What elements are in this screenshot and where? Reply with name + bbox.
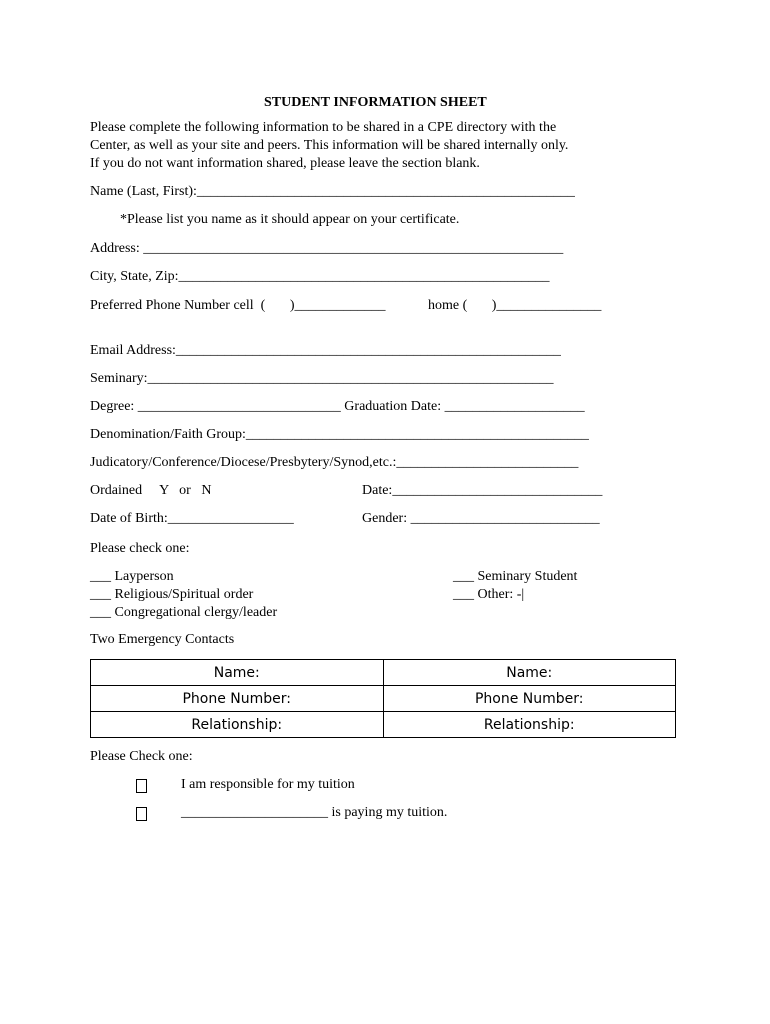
ordained-field[interactable]: Ordained Y or N <box>90 483 212 498</box>
check-one-label: Please check one: <box>90 541 190 556</box>
contact2-name-cell[interactable]: Name: <box>383 660 676 686</box>
table-row <box>91 686 676 712</box>
emergency-contacts-table <box>90 659 676 738</box>
table-row <box>91 660 676 686</box>
date-of-birth-field[interactable]: Date of Birth:__________________ <box>90 511 294 526</box>
tuition-self-checkbox[interactable] <box>136 779 147 793</box>
name-field[interactable]: Name (Last, First):______________________________________________________ <box>90 184 575 199</box>
gender-field[interactable]: Gender: ___________________________ <box>362 511 600 526</box>
contact1-phone-cell[interactable]: Phone Number: <box>91 686 384 712</box>
option-layperson[interactable]: ___ Layperson <box>90 569 174 584</box>
seminary-field[interactable]: Seminary:__________________________________________________________ <box>90 371 554 386</box>
denomination-field[interactable]: Denomination/Faith Group:_________________________________________________ <box>90 427 589 442</box>
option-other[interactable]: ___ Other: -| <box>453 587 525 602</box>
tuition-other-option: _____________________ is paying my tuition. <box>181 805 448 820</box>
page-title: STUDENT INFORMATION SHEET <box>264 95 487 110</box>
table-row <box>91 712 676 738</box>
intro-line-2: Center, as well as your site and peers. This information will be shared internally only. <box>90 138 569 153</box>
cell-phone-field[interactable]: Preferred Phone Number cell ( )_____________ <box>90 298 386 313</box>
emergency-contacts-label: Two Emergency Contacts <box>90 632 235 647</box>
name-note: *Please list you name as it should appear on your certificate. <box>120 212 460 227</box>
home-phone-field[interactable]: home ( )_______________ <box>428 298 602 313</box>
email-field[interactable]: Email Address:_______________________________________________________ <box>90 343 561 358</box>
judicatory-field[interactable]: Judicatory/Conference/Diocese/Presbytery/Synod,etc.:__________________________ <box>90 455 579 470</box>
address-field[interactable]: Address: ____________________________________________________________ <box>90 241 564 256</box>
intro-line-3: If you do not want information shared, please leave the section blank. <box>90 156 480 171</box>
option-congregational-clergy[interactable]: ___ Congregational clergy/leader <box>90 605 278 620</box>
ordained-date-field[interactable]: Date:______________________________ <box>362 483 603 498</box>
contact2-phone-cell[interactable]: Phone Number: <box>383 686 676 712</box>
intro-line-1: Please complete the following information to be shared in a CPE directory with the <box>90 120 557 135</box>
contact1-relationship-cell[interactable]: Relationship: <box>91 712 384 738</box>
contact1-name-cell[interactable]: Name: <box>91 660 384 686</box>
tuition-self-option: I am responsible for my tuition <box>181 777 355 792</box>
option-religious-order[interactable]: ___ Religious/Spiritual order <box>90 587 254 602</box>
city-state-zip-field[interactable]: City, State, Zip:_____________________________________________________ <box>90 269 550 284</box>
tuition-other-checkbox[interactable] <box>136 807 147 821</box>
contact2-relationship-cell[interactable]: Relationship: <box>383 712 676 738</box>
option-seminary-student[interactable]: ___ Seminary Student <box>453 569 578 584</box>
tuition-check-label: Please Check one: <box>90 749 193 764</box>
degree-graduation-field[interactable]: Degree: _____________________________ Graduation Date: ____________________ <box>90 399 585 414</box>
